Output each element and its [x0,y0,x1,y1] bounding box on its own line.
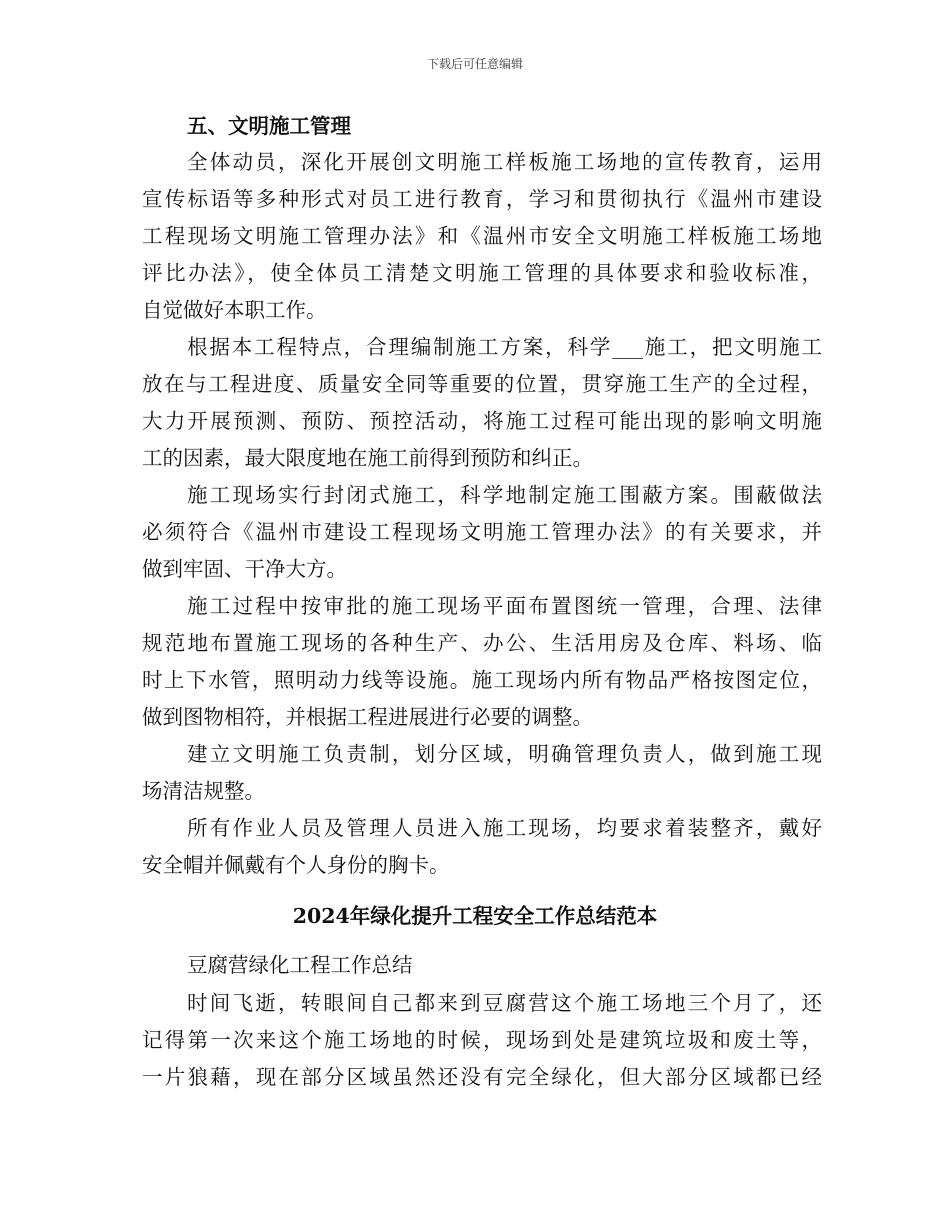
paragraph-line: 规范地布置施工现场的各种生产、办公、生活用房及仓库、料场、临 [142,631,822,655]
document-subtitle: 豆腐营绿化工程工作总结 [187,953,413,977]
paragraph-line: 施工过程中按审批的施工现场平面布置图统一管理，合理、法律 [187,594,822,618]
paragraph-line: 做到牢固、干净大方。 [142,557,347,581]
paragraph-line: 做到图物相符，并根据工程进展进行必要的调整。 [142,705,593,729]
paragraph-line: 必须符合《温州市建设工程现场文明施工管理办法》的有关要求，并 [142,520,822,544]
paragraph-line: 施工现场实行封闭式施工，科学地制定施工围蔽方案。围蔽做法 [187,483,822,507]
paragraph-line: 工的因素，最大限度地在施工前得到预防和纠正。 [142,446,593,470]
paragraph-line: 时上下水管，照明动力线等设施。施工现场内所有物品严格按图定位， [142,668,822,692]
paragraph-line: 所有作业人员及管理人员进入施工现场，均要求着装整齐，戴好 [187,816,822,840]
paragraph-line: 宣传标语等多种形式对员工进行教育，学习和贯彻执行《温州市建设 [142,187,822,211]
paragraph-line: 一片狼藉，现在部分区域虽然还没有完全绿化，但大部分区域都已经 [142,1065,822,1089]
paragraph-line: 全体动员，深化开展创文明施工样板施工场地的宣传教育，运用 [187,150,822,174]
paragraph-line: 建立文明施工负责制，划分区域，明确管理负责人，做到施工现 [187,742,822,766]
paragraph-line: 场清洁规整。 [142,779,265,803]
paragraph-line: 评比办法》，使全体员工清楚文明施工管理的具体要求和验收标准， [142,261,822,285]
paragraph-line: 自觉做好本职工作。 [142,298,327,322]
paragraph-line: 安全帽并佩戴有个人身份的胸卡。 [142,853,450,877]
paragraph-line: 根据本工程特点，合理编制施工方案，科学___施工，把文明施工 [187,335,822,359]
paragraph-line: 放在与工程进度、质量安全同等重要的位置，贯穿施工生产的全过程， [142,372,822,396]
section-heading: 五、文明施工管理 [187,114,351,138]
paragraph-line: 时间飞逝，转眼间自己都来到豆腐营这个施工场地三个月了，还 [187,991,822,1015]
page-header: 下载后可任意编辑 [426,57,523,71]
paragraph-line: 记得第一次来这个施工场地的时候，现场到处是建筑垃圾和废土等， [142,1028,822,1052]
paragraph-line: 大力开展预测、预防、预控活动，将施工过程可能出现的影响文明施 [142,409,822,433]
document-title: 2024年绿化提升工程安全工作总结范本 [292,904,658,928]
paragraph-line: 工程现场文明施工管理办法》和《温州市安全文明施工样板施工场地 [142,224,822,248]
